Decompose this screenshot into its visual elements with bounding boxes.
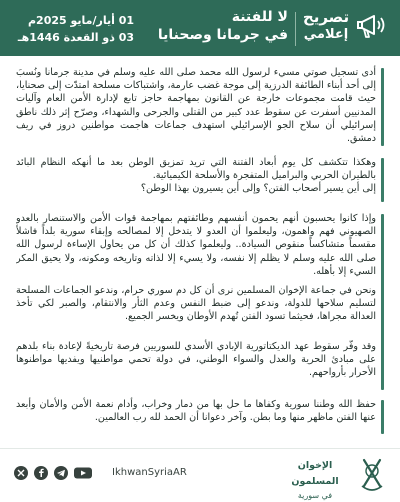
telegram-icon[interactable] [54,466,68,480]
gregorian-date: 01 أيار/مايو 2025م [27,14,134,27]
hijri-date: 03 ذو القعدة 1446هـ [17,31,134,44]
paragraph-accent-bar [381,68,384,146]
paragraph-6: وقد وفّر سقوط عهد الديكتاتورية الإبادي الأسدي للسوريين فرصة تاريخيةً لإعادة بناء بلدهم على مبادئ الحرية والعدل والسواء الوطني، في دولة تحمي مواطنيها ويفديها مواطنوها الأحرار بأرواحهم. [16,341,376,379]
paragraph-5: ونحن في جماعة الإخوان المسلمين نرى أن كل دم سوري حرام، وندعو الجماعات المسلحة لتسليم سلاحها للدولة، وندعو إلى ضبط النفس وعدم الثأر والانتقام، والصبر لكي تأخذ العدالة مجراها، فحيثما تسود الفتن تُهدم الأوطان ويخسر الجميع. [16,285,376,323]
footer [0,448,400,500]
statement-dates [12,12,134,46]
paragraph-2: وهكذا تتكشف كل يوم أبعاد الفتنة التي تريد تمزيق الوطن بعد ما أنهكه النظام البائد بالطيران الحربي والبراميل المتفجرة والأسلحة الكيميائية. [16,157,376,182]
swords-emblem-icon [358,456,386,494]
statement-title [138,8,288,44]
statement-type [302,8,350,44]
paragraph-4: وإذا كانوا يحسبون أنهم يحمون أنفسهم وطائفتهم بمهاجمة قوات الأمن والاستنصار بالعدو الصهيوني فهم واهمون، وليعلموا أن العدو لا يتدخل إلا لمصالحه وإبقاء سورية بلداً فاشلاً مقسماً متشاكساً منقوص السيادة.. وليعلموا كذلك أن كل من يحاول الإساءة لرسول الله صلى الله عليه وسلم لا يظلم إلا نفسه، ولا يسيء إلا لذاته وتاريخه ومكونه، ولا يحيق المكر السيء إلا بأهله. [16,213,376,277]
paragraph-accent-bar [381,158,384,202]
facebook-icon[interactable] [34,466,48,480]
paragraph-1: أدى تسجيل صوتي مسيء لرسول الله محمد صلى الله عليه وسلم في مدينة جرمانا ونُسبَ إلى أحد أبناء الطائفة الدرزية إلى موجة غضب عارمة، واشتباكات مسلحة امتدّت إلى صحنايا، حيث قامت مجموعات خارجة عن القانون بمهاجمة حاجز تابع لإدارة الأمن العام وآليات المدنيين أسفرت عن سقوط عدد كبير من القتلى والجرحى والشهداء، وصرّح إثر ذلك ناطق إسرائيلي أن سلاح الجو الإسرائيلي استهدف جماعات هاجمت مواطنين دروز في ريف دمشق. [16,67,376,145]
statement-body [16,62,384,444]
header-divider [295,12,296,46]
logo-text [276,458,354,502]
statement-type-line1: تصريح [302,8,350,26]
paragraph-7: حفظ الله وطننا سورية وكفاها ما حل بها من دمار وخراب، وأدام نعمة الأمن والأمان وأبعد عنها الفتن ماظهر منها وما بطن. وآخر دعوانا أن الحمد لله رب العالمين. [16,399,376,424]
header-bar [0,0,400,56]
title-line2: في جرمانا وصحنايا [157,27,288,43]
title-line1: لا للفتنة [231,9,288,25]
statement-type-line2: إعلامي [303,27,349,42]
organization-logo [276,454,386,500]
social-handle[interactable]: IkhwanSyriaAR [112,467,187,478]
youtube-icon[interactable] [74,466,92,480]
paragraph-accent-bar [381,214,384,390]
x-icon[interactable] [14,466,28,480]
logo-subtitle: في سورية [297,491,333,500]
logo-name: الإخوان المسلمون [291,460,339,487]
paragraph-accent-bar [381,400,384,434]
footer-divider [0,448,400,449]
megaphone-icon [356,10,390,42]
paragraph-3: إلى أين يسير أصحاب الفتن؟ وإلى أين يسيرون بهذا الوطن؟ [140,183,376,194]
